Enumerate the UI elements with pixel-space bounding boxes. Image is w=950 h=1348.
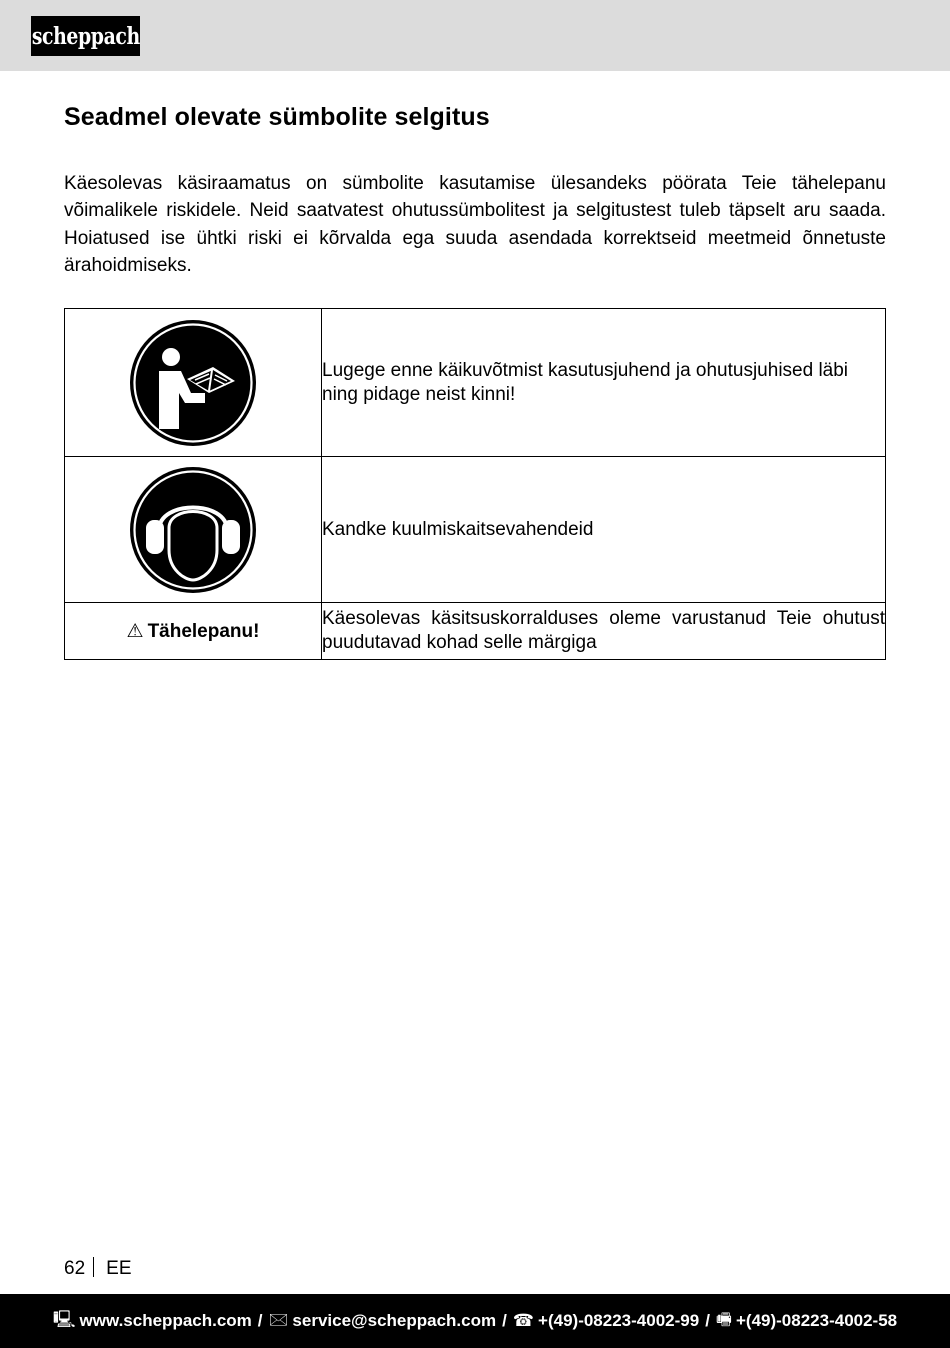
scheppach-logo: scheppach — [31, 16, 140, 56]
table-row — [65, 309, 886, 457]
divider — [93, 1257, 94, 1277]
fax-number: +(49)-08223-4002-58 — [735, 1311, 898, 1330]
attention-label: ⚠ Tähelepanu! — [126, 620, 260, 642]
fax-icon: 🖷 — [715, 1309, 732, 1329]
symbol-description: Lugege enne käikuvõtmist kasutusjuhend ja ohutusjuhised läbi ning pidage neist kinni! — [322, 309, 886, 457]
computer-icon: 🖳 — [52, 1309, 76, 1329]
hearing-protection-icon — [129, 466, 257, 594]
page-footer: 🖳 www.scheppach.com / 🖂 service@scheppach.com / ☎ +(49)-08223-4002-99 / 🖷 +(49)-08223-4002-58 — [0, 1294, 950, 1348]
mail-icon: 🖂 — [268, 1309, 289, 1329]
page-title: Seadmel olevate sümbolite selgitus — [64, 103, 490, 131]
symbol-description: Käesolevas käsitsuskorralduses oleme varustanud Teie ohutust puudutavad kohad selle märgiga — [322, 603, 886, 660]
phone-icon: ☎ — [512, 1311, 535, 1330]
read-manual-icon — [129, 319, 257, 447]
phone-number: +(49)-08223-4002-99 — [538, 1311, 700, 1330]
table-row — [65, 603, 886, 660]
email-link[interactable]: service@scheppach.com — [292, 1311, 497, 1330]
warning-triangle-icon: ⚠ — [126, 620, 144, 642]
table-row — [65, 457, 886, 603]
language-code: EE — [106, 1258, 132, 1279]
symbol-description: Kandke kuulmiskaitsevahendeid — [322, 457, 886, 603]
intro-paragraph: Käesolevas käsiraamatus on sümbolite kasutamise ülesandeks pöörata Teie tähelepanu võimalikele riskidele. Neid saatvatest ohutussümbolitest ja selgitustest tuleb täpselt aru saada. Hoiatused ise ühtki riski ei kõrvalda ega suuda asendada korrektseid meetmeid õnnetuste ärahoidmiseks. — [64, 173, 886, 276]
page-number: 62 EE — [64, 1258, 132, 1279]
page-header — [0, 0, 950, 71]
symbols-table — [64, 308, 886, 660]
website-link[interactable]: www.scheppach.com — [79, 1311, 252, 1330]
